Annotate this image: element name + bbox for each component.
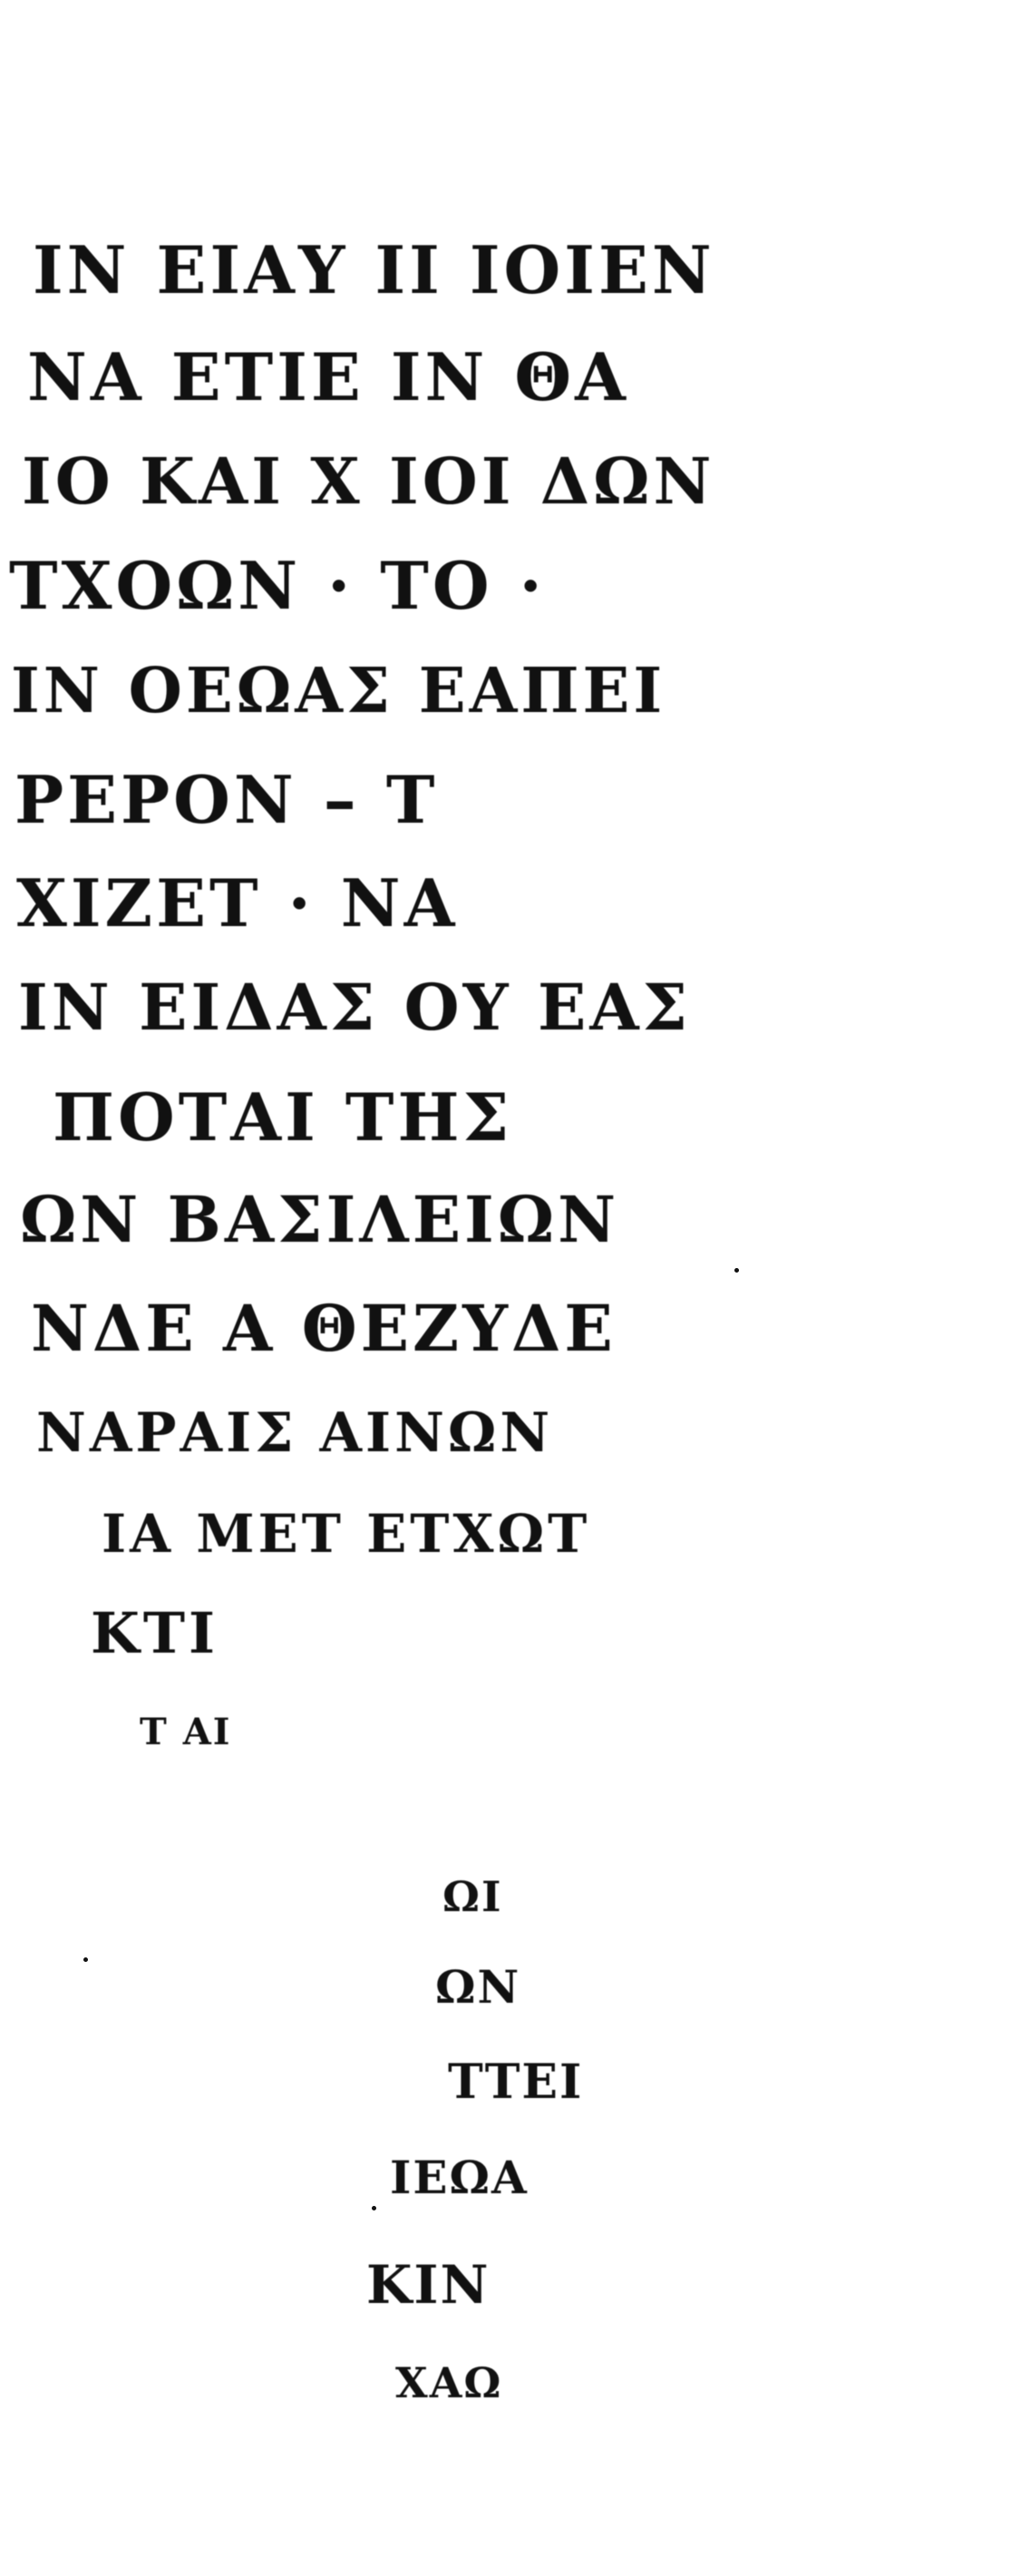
lower-fragment-4: ΙΕΩΑ	[390, 2151, 529, 2204]
manuscript-line-9: ΠΟΤΑΙ ΤΗΣ	[53, 1078, 513, 1156]
manuscript-line-2: ΝΑ ΕΤΙΕ ΙΝ ΘΑ	[27, 338, 629, 415]
manuscript-line-5: ΙΝ ΟΕΩΑΣ ΕΑΠΕΙ	[11, 655, 666, 727]
manuscript-line-7: ΧΙΖΕΤ · ΝΑ	[16, 864, 459, 942]
manuscript-line-11: ΝΔΕ Α ΘΕΖΥΔΕ	[31, 1291, 617, 1366]
manuscript-line-8: ΙΝ ΕΙΔΑΣ ΟΥ ΕΑΣ	[18, 970, 692, 1045]
manuscript-line-15: Τ ΑΙ	[140, 1711, 232, 1753]
ink-speck	[734, 1268, 739, 1273]
manuscript-line-12: ΝΑΡΑΙΣ ΑΙΝΩΝ	[36, 1401, 554, 1465]
manuscript-line-6: ΡΕΡΟΝ – Τ	[15, 761, 439, 838]
lower-fragment-3: ΤΤΕΙ	[448, 2054, 584, 2110]
ink-speck	[372, 2206, 376, 2210]
lower-fragment-2: ΩΝ	[435, 1960, 521, 2014]
manuscript-line-10: ΩΝ ΒΑΣΙΛΕΙΩΝ	[20, 1182, 620, 1257]
ink-speck	[83, 1957, 88, 1962]
lower-fragment-5: ΚΙΝ	[366, 2254, 491, 2316]
lower-fragment-1: ΩΙ	[442, 1872, 503, 1921]
manuscript-line-1: ΙΝ ΕΙΑΥ ΙΙ ΙΟΙΕΝ	[33, 231, 715, 308]
lower-fragment-6: ΧΑΩ	[395, 2358, 503, 2407]
manuscript-line-14: ΚΤΙ	[91, 1600, 219, 1666]
manuscript-line-3: ΙΟ ΚΑΙ Χ ΙΟΙ ΔΩΝ	[22, 444, 715, 519]
manuscript-line-13: ΙΑ ΜΕΤ ΕΤΧΩΤ	[102, 1503, 591, 1565]
manuscript-line-4: ΤΧΟΩΝ · ΤΟ ·	[9, 547, 546, 624]
